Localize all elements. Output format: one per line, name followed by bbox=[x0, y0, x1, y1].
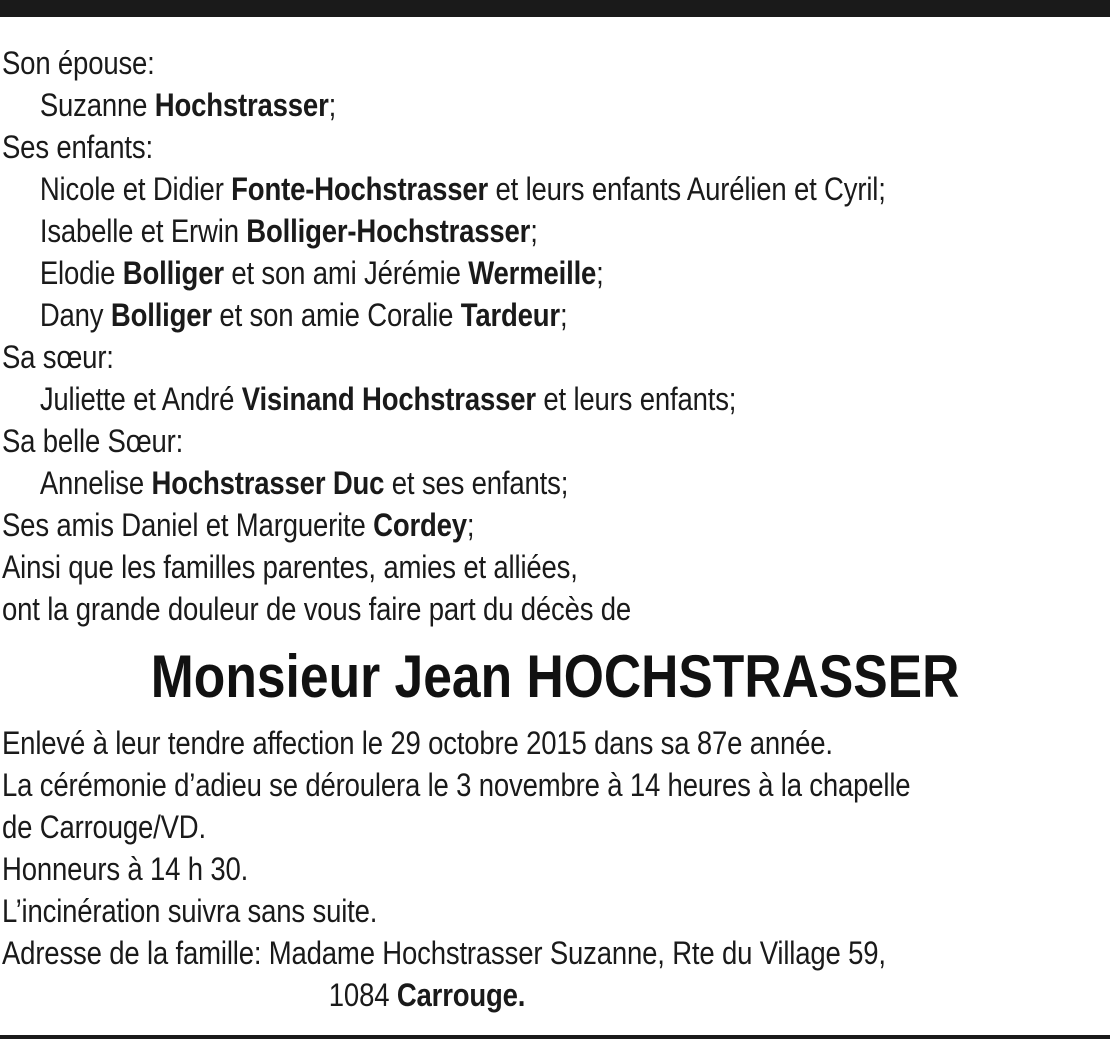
grand2-mid: et son amie Coralie bbox=[211, 297, 461, 333]
top-rule bbox=[0, 0, 1110, 17]
grand1-partner: Wermeille bbox=[468, 255, 597, 291]
child1-first: Nicole et Didier bbox=[39, 171, 232, 207]
spouse-first: Suzanne bbox=[39, 87, 155, 123]
spouse-label: Son épouse: bbox=[2, 45, 155, 81]
grandchild-line-2: Dany Bolliger et son amie Coralie Tardeur; bbox=[39, 297, 568, 333]
child2-first: Isabelle et Erwin bbox=[39, 213, 247, 249]
sister-rest: et leurs enfants; bbox=[535, 381, 737, 417]
spouse-last: Hochstrasser bbox=[154, 87, 329, 123]
friends-last: Cordey bbox=[373, 507, 467, 543]
details-line-4: Honneurs à 14 h 30. bbox=[2, 851, 249, 887]
announce-line: ont la grande douleur de vous faire part du décès de bbox=[2, 591, 632, 627]
friends-first: Ses amis Daniel et Marguerite bbox=[2, 507, 374, 543]
grand2-last: Bolliger bbox=[110, 297, 212, 333]
details-line-1: Enlevé à leur tendre affection le 29 octobre 2015 dans sa 87e année. bbox=[2, 725, 833, 761]
deceased-name: Monsieur Jean HOCHSTRASSER bbox=[150, 643, 960, 710]
child1-last: Fonte-Hochstrasser bbox=[231, 171, 489, 207]
details-block bbox=[2, 722, 1108, 1016]
sister-first: Juliette et André bbox=[39, 381, 242, 417]
sister-label: Sa sœur: bbox=[2, 339, 114, 375]
sil-first: Annelise bbox=[39, 465, 152, 501]
grand1-mid: et son ami Jérémie bbox=[223, 255, 469, 291]
address-line: Adresse de la famille: Madame Hochstrasser Suzanne, Rte du Village 59, bbox=[2, 935, 886, 971]
grand1-first: Elodie bbox=[39, 255, 123, 291]
sil-rest: et ses enfants; bbox=[384, 465, 569, 501]
grandchild-line-1: Elodie Bolliger et son ami Jérémie Wermeille; bbox=[39, 255, 604, 291]
sister-last: Visinand Hochstrasser bbox=[241, 381, 536, 417]
address-city-line bbox=[2, 974, 953, 1016]
details-line-3: de Carrouge/VD. bbox=[2, 809, 206, 845]
deceased-name-block bbox=[2, 632, 1108, 722]
address-zip: 1084 bbox=[328, 977, 397, 1013]
children-label: Ses enfants: bbox=[2, 129, 153, 165]
details-line-2: La cérémonie d’adieu se déroulera le 3 novembre à 14 heures à la chapelle bbox=[2, 767, 911, 803]
death-notice bbox=[2, 42, 1108, 1016]
bottom-rule bbox=[0, 1035, 1110, 1039]
spouse-line: Suzanne Hochstrasser; bbox=[39, 87, 337, 123]
sister-in-law-label: Sa belle Sœur: bbox=[2, 423, 184, 459]
address-city: Carrouge. bbox=[396, 977, 526, 1013]
sil-last: Hochstrasser Duc bbox=[151, 465, 385, 501]
child2-last: Bolliger-Hochstrasser bbox=[246, 213, 531, 249]
grand2-first: Dany bbox=[39, 297, 111, 333]
details-line-5: L’incinération suivra sans suite. bbox=[2, 893, 378, 929]
friends-line: Ses amis Daniel et Marguerite Cordey; bbox=[2, 507, 475, 543]
sister-in-law-line bbox=[2, 462, 953, 504]
grand2-partner: Tardeur bbox=[460, 297, 560, 333]
grand1-last: Bolliger bbox=[122, 255, 224, 291]
families-line: Ainsi que les familles parentes, amies et alliées, bbox=[2, 549, 578, 585]
child1-rest: et leurs enfants Aurélien et Cyril; bbox=[488, 171, 886, 207]
sister-line bbox=[2, 378, 953, 420]
child-line-2: Isabelle et Erwin Bolliger-Hochstrasser; bbox=[39, 213, 538, 249]
child-line-1 bbox=[2, 168, 953, 210]
